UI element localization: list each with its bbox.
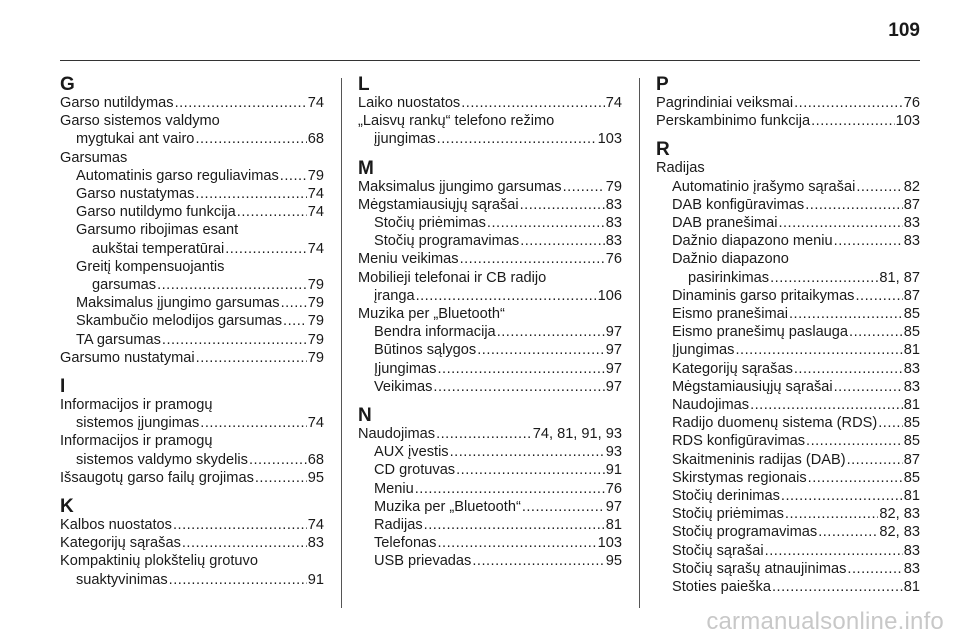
index-page-reference: 79: [307, 167, 324, 184]
index-column-2: [358, 75, 622, 571]
index-subentry: [358, 480, 622, 498]
dot-leader: [794, 360, 903, 378]
index-entry: [358, 94, 622, 112]
index-entry-text: Meniu veikimas: [358, 251, 459, 268]
dot-leader: [806, 432, 903, 450]
index-page-reference: 97: [605, 342, 622, 359]
index-entry: [60, 149, 324, 167]
dot-leader: [856, 178, 902, 196]
index-entry-text: Automatinis garso reguliavimas: [76, 167, 279, 184]
index-entry-text: Dinaminis garso pritaikymas: [672, 287, 855, 304]
dot-leader: [460, 250, 605, 268]
index-page-reference: 83: [903, 233, 920, 250]
index-page-reference: 81: [903, 488, 920, 505]
dot-leader: [472, 552, 604, 570]
index-page-reference: 103: [597, 131, 622, 148]
index-entry-text: sistemos įjungimas: [76, 415, 200, 432]
index-entry-text: Kategorijų sąrašas: [60, 535, 181, 552]
index-page-reference: 74: [307, 240, 324, 257]
index-page-reference: 91: [605, 462, 622, 479]
index-page-reference: 82: [903, 178, 920, 195]
index-subentry: [358, 214, 622, 232]
index-subentry: [60, 294, 324, 312]
index-page-reference: 83: [903, 542, 920, 559]
dot-leader: [520, 196, 605, 214]
index-page-reference: 81: [903, 579, 920, 596]
index-subentry: [656, 451, 920, 469]
index-letter-heading: M: [358, 157, 374, 179]
dot-leader: [770, 269, 878, 287]
index-entry-text: Eismo pranešimų paslauga: [672, 324, 849, 341]
index-entry-text: Stočių programavimas: [374, 233, 520, 250]
index-entry: [358, 196, 622, 214]
dot-leader: [750, 396, 903, 414]
index-subentry: [656, 542, 920, 560]
dot-leader: [781, 487, 903, 505]
dot-leader: [808, 469, 903, 487]
column-divider: [341, 78, 342, 608]
index-entry-text: Muzika per „Bluetooth“: [358, 306, 505, 323]
index-entry-text: sistemos valdymo skydelis: [76, 451, 248, 468]
index-subentry: [358, 461, 622, 479]
dot-leader: [818, 523, 878, 541]
index-subentry: [358, 360, 622, 378]
index-page-reference: 103: [895, 113, 920, 130]
index-subentry: [656, 360, 920, 378]
index-entry-text: Stočių programavimas: [672, 524, 818, 541]
index-subentry: [656, 287, 920, 305]
header-rule: [60, 60, 920, 61]
dot-leader: [195, 130, 306, 148]
index-letter-heading: I: [60, 376, 66, 398]
index-entry: [358, 269, 622, 305]
index-subentry: [656, 250, 920, 286]
index-subentry: [358, 552, 622, 570]
index-page-reference: 93: [605, 444, 622, 461]
index-entry-text: Radijas: [374, 517, 423, 534]
dot-leader: [778, 214, 902, 232]
index-entry-text: Bendra informacija: [374, 324, 496, 341]
dot-leader: [415, 480, 605, 498]
index-entry-text: įjungimas: [374, 131, 436, 148]
index-page-reference: 106: [597, 287, 622, 304]
index-page-reference: 79: [307, 331, 324, 348]
index-entry-text: Greitį kompensuojantis: [76, 258, 225, 275]
index-page-reference: 74: [605, 95, 622, 111]
index-subentry: [656, 505, 920, 523]
watermark: carmanualsonline.info: [706, 608, 944, 635]
index-subentry: [656, 341, 920, 359]
index-entry-text: AUX įvestis: [374, 444, 449, 461]
index-entry: [358, 250, 622, 268]
index-entry: [358, 305, 622, 323]
index-page-reference: 83: [605, 233, 622, 250]
index-page-reference: 103: [597, 535, 622, 552]
index-subentry: [60, 331, 324, 349]
index-entry-text: DAB konfigūravimas: [672, 196, 805, 213]
index-page-reference: 81: [605, 517, 622, 534]
index-subentry: [358, 534, 622, 552]
index-subentry: [656, 196, 920, 214]
dot-leader: [433, 378, 604, 396]
dot-leader: [162, 331, 307, 349]
index-entry-text: Garsumas: [60, 149, 128, 166]
index-entry-text: Dažnio diapazono: [672, 251, 789, 268]
index-page-reference: 76: [605, 251, 622, 268]
index-subentry: [358, 443, 622, 461]
index-entry-text: Garsumo ribojimas esant: [76, 222, 239, 239]
column-divider: [639, 78, 640, 608]
index-entry-text: Naudojimas: [672, 397, 750, 414]
index-subentry: [656, 523, 920, 541]
dot-leader: [520, 232, 605, 250]
index-page-reference: 76: [903, 95, 920, 111]
index-page-reference: 74: [307, 517, 324, 534]
dot-leader: [497, 323, 605, 341]
index-subentry: [656, 232, 920, 250]
index-page-reference: 79: [307, 277, 324, 294]
index-entry-text: Kategorijų sąrašas: [672, 360, 793, 377]
index-entry: [656, 94, 920, 112]
index-entry: [60, 552, 324, 588]
index-page-reference: 79: [307, 313, 324, 330]
dot-leader: [785, 505, 879, 523]
index-page-reference: 87: [903, 196, 920, 213]
dot-leader: [200, 414, 306, 432]
index-page-reference: 74: [307, 95, 324, 111]
index-page-reference: 79: [307, 349, 324, 366]
index-entry-text: Įjungimas: [672, 342, 735, 359]
index-page-reference: 87: [903, 451, 920, 468]
index-entry-text: Veikimas: [374, 378, 433, 395]
index-subentry: [60, 167, 324, 185]
index-entry: [358, 178, 622, 196]
index-subentry: [656, 305, 920, 323]
dot-leader: [563, 178, 605, 196]
index-subentry: [656, 396, 920, 414]
index-subentry: [656, 178, 920, 196]
index-entry-text: Stočių derinimas: [672, 488, 780, 505]
index-subentry: [358, 341, 622, 359]
index-subentry: [358, 516, 622, 534]
index-entry: [358, 425, 622, 443]
dot-leader: [794, 94, 903, 112]
dot-leader: [437, 130, 597, 148]
index-entry-text: Kalbos nuostatos: [60, 517, 172, 534]
index-column-3: [656, 75, 920, 596]
dot-leader: [847, 560, 902, 578]
index-entry-text: Telefonas: [374, 535, 437, 552]
index-page-reference: 83: [903, 378, 920, 395]
dot-leader: [280, 167, 307, 185]
dot-leader: [249, 451, 307, 469]
page-number: 109: [888, 20, 920, 41]
dot-leader: [461, 94, 605, 112]
index-page-reference: 97: [605, 498, 622, 515]
index-entry-text: pasirinkimas: [688, 269, 770, 286]
index-entry-text: įranga: [374, 287, 415, 304]
dot-leader: [834, 232, 903, 250]
dot-leader: [424, 516, 605, 534]
dot-leader: [169, 571, 307, 589]
index-page-reference: 74, 81, 91, 93: [532, 426, 622, 443]
dot-leader: [173, 516, 307, 534]
index-page-reference: 83: [605, 215, 622, 232]
dot-leader: [237, 203, 307, 221]
index-entry: [60, 516, 324, 534]
index-subentry: [60, 203, 324, 221]
dot-leader: [175, 94, 307, 112]
dot-leader: [849, 323, 903, 341]
index-page-reference: 74: [307, 186, 324, 203]
index-page-reference: 83: [307, 535, 324, 552]
index-entry: [60, 469, 324, 487]
index-page-reference: 85: [903, 469, 920, 486]
index-page-reference: 76: [605, 480, 622, 497]
index-entry-text: „Laisvų rankų“ telefono režimo: [358, 113, 555, 130]
index-subentry: [656, 214, 920, 232]
index-page-reference: 85: [903, 324, 920, 341]
index-entry: [656, 112, 920, 130]
index-page-reference: 95: [605, 553, 622, 570]
index-subentry: [656, 414, 920, 432]
index-page-reference: 83: [903, 560, 920, 577]
index-subentry: [358, 378, 622, 396]
index-subentry: [358, 323, 622, 341]
index-subentry: [60, 221, 324, 257]
index-entry-text: Įjungimas: [374, 360, 437, 377]
index-entry-text: Skaitmeninis radijas (DAB): [672, 451, 846, 468]
index-page-reference: 97: [605, 360, 622, 377]
index-entry: [656, 159, 920, 177]
index-entry-text: Maksimalus įjungimo garsumas: [358, 178, 562, 195]
index-entry: [358, 112, 622, 148]
index-entry-text: aukštai temperatūrai: [92, 240, 225, 257]
dot-leader: [436, 425, 532, 443]
dot-leader: [772, 578, 903, 596]
index-page-reference: 68: [307, 451, 324, 468]
index-page-reference: 68: [307, 131, 324, 148]
index-entry: [60, 432, 324, 468]
index-page-reference: 85: [903, 415, 920, 432]
index-entry-text: Meniu: [374, 480, 414, 497]
index-column-1: [60, 75, 324, 589]
index-entry-text: DAB pranešimai: [672, 215, 778, 232]
index-page-reference: 79: [605, 178, 622, 195]
index-page-reference: 83: [903, 360, 920, 377]
index-entry-text: Mėgstamiausiųjų sąrašai: [672, 378, 833, 395]
index-entry-text: Informacijos ir pramogų: [60, 397, 213, 414]
dot-leader: [437, 360, 604, 378]
dot-leader: [878, 414, 903, 432]
index-entry-text: Būtinos sąlygos: [374, 342, 477, 359]
index-entry: [60, 349, 324, 367]
index-entry-text: suaktyvinimas: [76, 571, 168, 588]
index-subentry: [60, 185, 324, 203]
index-entry: [60, 534, 324, 552]
index-entry-text: Stočių sąrašų atnaujinimas: [672, 560, 847, 577]
index-page-reference: 97: [605, 324, 622, 341]
index-entry-text: Garso nutildymas: [60, 95, 174, 111]
index-subentry: [656, 487, 920, 505]
index-page-reference: 97: [605, 378, 622, 395]
index-subentry: [656, 560, 920, 578]
index-letter-heading: G: [60, 74, 75, 95]
index-subentry: [358, 232, 622, 250]
index-subentry: [656, 432, 920, 450]
index-page-reference: 95: [307, 469, 324, 486]
index-entry-text: Stočių sąrašai: [672, 542, 764, 559]
dot-leader: [487, 214, 605, 232]
dot-leader: [456, 461, 605, 479]
dot-leader: [283, 312, 307, 330]
dot-leader: [196, 349, 307, 367]
index-entry-text: CD grotuvas: [374, 462, 456, 479]
index-letter-heading: K: [60, 496, 74, 518]
index-entry-text: Maksimalus įjungimo garsumas: [76, 295, 280, 312]
dot-leader: [255, 469, 307, 487]
dot-leader: [477, 341, 605, 359]
index-entry-text: Laiko nuostatos: [358, 95, 461, 111]
dot-leader: [450, 443, 605, 461]
index-entry: [60, 396, 324, 432]
index-page-reference: 74: [307, 204, 324, 221]
dot-leader: [522, 498, 605, 516]
index-page-reference: 81: [903, 342, 920, 359]
index-letter-heading: N: [358, 405, 372, 427]
dot-leader: [437, 534, 596, 552]
index-subentry: [60, 258, 324, 294]
dot-leader: [195, 185, 306, 203]
index-page-reference: 81: [903, 397, 920, 414]
index-entry-text: mygtukai ant vairo: [76, 131, 195, 148]
dot-leader: [811, 112, 895, 130]
dot-leader: [416, 287, 597, 305]
index-entry-text: garsumas: [92, 277, 157, 294]
index-entry-text: Informacijos ir pramogų: [60, 433, 213, 450]
index-page-reference: 83: [605, 196, 622, 213]
index-letter-heading: R: [656, 139, 670, 161]
dot-leader: [805, 196, 903, 214]
dot-leader: [834, 378, 903, 396]
index-entry-text: Dažnio diapazono meniu: [672, 233, 833, 250]
index-entry-text: Mobilieji telefonai ir CB radijo: [358, 269, 547, 286]
index-entry-text: Radijas: [656, 160, 705, 177]
index-page-reference: 83: [903, 215, 920, 232]
dot-leader: [855, 287, 902, 305]
index-entry-text: Stočių priėmimas: [374, 215, 486, 232]
dot-leader: [735, 341, 902, 359]
index-entry-text: Garso sistemos valdymo: [60, 113, 220, 130]
index-page-reference: 91: [307, 571, 324, 588]
index-page-reference: 74: [307, 415, 324, 432]
index-letter-heading: P: [656, 74, 669, 95]
dot-leader: [847, 451, 903, 469]
index-subentry: [656, 578, 920, 596]
index-subentry: [656, 378, 920, 396]
dot-leader: [182, 534, 307, 552]
index-page-reference: 85: [903, 306, 920, 323]
index-entry-text: Išsaugotų garso failų grojimas: [60, 469, 254, 486]
index-page-reference: 81, 87: [879, 269, 920, 286]
index-subentry: [60, 312, 324, 330]
index-entry-text: Garsumo nustatymai: [60, 349, 195, 366]
index-entry-text: TA garsumas: [76, 331, 161, 348]
index-page-reference: 82, 83: [879, 524, 920, 541]
index-subentry: [656, 469, 920, 487]
index-entry-text: Eismo pranešimai: [672, 306, 788, 323]
index-subentry: [358, 498, 622, 516]
index-entry-text: Perskambinimo funkcija: [656, 113, 811, 130]
index-page-reference: 79: [307, 295, 324, 312]
index-entry: [60, 94, 324, 112]
index-page-reference: 85: [903, 433, 920, 450]
dot-leader: [225, 240, 307, 258]
index-subentry: [656, 323, 920, 341]
dot-leader: [281, 294, 307, 312]
index-entry-text: Mėgstamiausiųjų sąrašai: [358, 196, 519, 213]
index-page-reference: 82, 83: [879, 506, 920, 523]
index-entry-text: Skirstymas regionais: [672, 469, 807, 486]
dot-leader: [789, 305, 903, 323]
index-entry-text: Radijo duomenų sistema (RDS): [672, 415, 878, 432]
index-entry-text: Garso nutildymo funkcija: [76, 204, 236, 221]
index-entry-text: Kompaktinių plokštelių grotuvo: [60, 553, 258, 570]
index-entry-text: Garso nustatymas: [76, 186, 195, 203]
index-entry-text: RDS konfigūravimas: [672, 433, 806, 450]
index-entry-text: Muzika per „Bluetooth“: [374, 498, 521, 515]
index-entry-text: Automatinio įrašymo sąrašai: [672, 178, 856, 195]
index-entry-text: Pagrindiniai veiksmai: [656, 95, 794, 111]
index-entry-text: Skambučio melodijos garsumas: [76, 313, 283, 330]
index-entry: [60, 112, 324, 148]
index-entry-text: USB prievadas: [374, 553, 472, 570]
index-entry-text: Stoties paieška: [672, 579, 771, 596]
index-letter-heading: L: [358, 74, 370, 95]
dot-leader: [157, 276, 307, 294]
index-entry-text: Stočių priėmimas: [672, 506, 784, 523]
index-page-reference: 87: [903, 287, 920, 304]
dot-leader: [765, 542, 903, 560]
index-entry-text: Naudojimas: [358, 426, 436, 443]
